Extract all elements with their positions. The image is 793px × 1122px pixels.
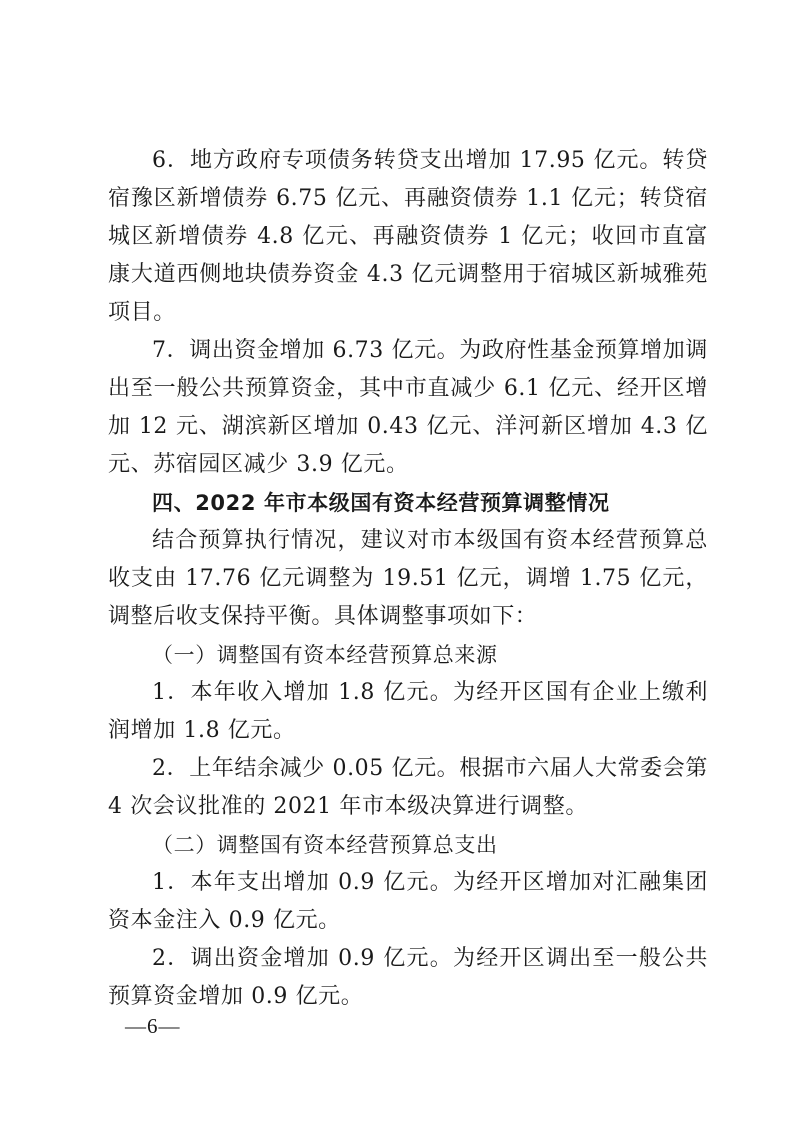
paragraph-expenditure-increase: 1．本年支出增加 0.9 亿元。为经开区增加对汇融集团资本金注入 0.9 亿元。	[108, 870, 708, 933]
section-heading-state-capital-budget: 四、2022 年市本级国有资本经营预算调整情况	[152, 491, 610, 515]
paragraph-transfer-out-increase: 2．调出资金增加 0.9 亿元。为经开区调出至一般公共预算资金增加 0.9 亿元。	[108, 946, 708, 1009]
paragraph-item-6-special-debt: 6．地方政府专项债务转贷支出增加 17.95 亿元。转贷宿豫区新增债券 6.75 亿元、再融资债券 1.1 亿元；转贷宿城区新增债券 4.8 亿元、再融资债券 1 亿元；收回市直富康大道西侧地块债券资金 4.3 亿元调整用于宿城区新城雅苑项目。	[108, 148, 708, 325]
subheading-total-sources: （一）调整国有资本经营预算总来源	[152, 643, 498, 667]
subheading-total-expenditure: （二）调整国有资本经营预算总支出	[152, 833, 498, 857]
page-number: —6—	[125, 1014, 181, 1038]
paragraph-revenue-increase: 1．本年收入增加 1.8 亿元。为经开区国有企业上缴利润增加 1.8 亿元。	[108, 680, 708, 743]
document-body	[108, 142, 708, 1016]
paragraph-budget-summary: 结合预算执行情况，建议对市本级国有资本经营预算总收支由 17.76 亿元调整为 19.51 亿元，调增 1.75 亿元，调整后收支保持平衡。具体调整事项如下：	[108, 528, 708, 629]
paragraph-prior-balance-decrease: 2．上年结余减少 0.05 亿元。根据市六届人大常委会第 4 次会议批准的 2021 年市本级决算进行调整。	[108, 756, 708, 819]
paragraph-item-7-transfer-funds: 7．调出资金增加 6.73 亿元。为政府性基金预算增加调出至一般公共预算资金，其中市直减少 6.1 亿元、经开区增加 12 元、湖滨新区增加 0.43 亿元、洋河新区增加 4.3 亿元、苏宿园区减少 3.9 亿元。	[108, 338, 708, 477]
